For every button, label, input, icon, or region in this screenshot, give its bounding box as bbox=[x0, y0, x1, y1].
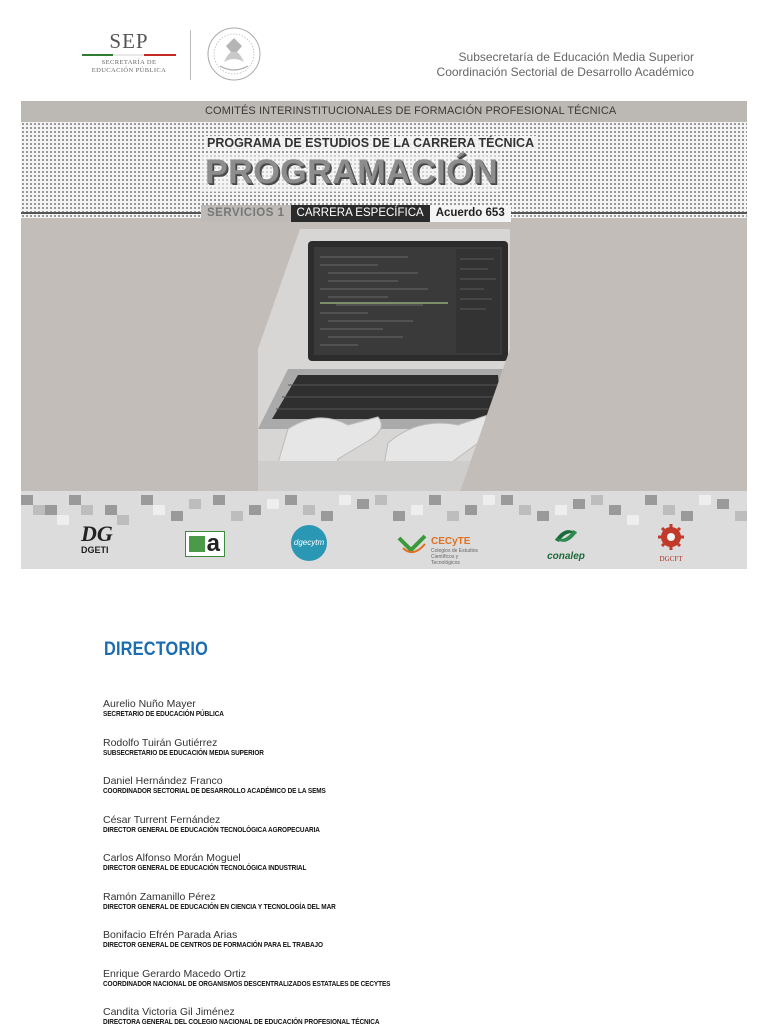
person-role: SECRETARIO DE EDUCACIÓN PÚBLICA bbox=[103, 711, 224, 718]
person-name: Candita Victoria Gil Jiménez bbox=[103, 1006, 235, 1018]
dgcft-label: DGCFT bbox=[659, 555, 683, 563]
sems-office bbox=[437, 50, 694, 80]
directory-entry bbox=[103, 929, 663, 968]
person-name: Carlos Alfonso Morán Moguel bbox=[103, 852, 241, 864]
career-tags bbox=[201, 205, 511, 222]
sep-subtitle-line1: SECRETARÍA DE bbox=[101, 59, 157, 66]
person-role: COORDINADOR NACIONAL DE ORGANISMOS DESCENTRALIZADOS ESTATALES DE CECYTES bbox=[103, 980, 391, 988]
career-title: PROGRAMACIÓN bbox=[201, 153, 502, 192]
directory-entry bbox=[103, 698, 663, 737]
cecyte-swoosh-icon bbox=[397, 534, 427, 556]
sems-line-1: Subsecretaría de Educación Media Superior bbox=[458, 50, 694, 64]
person-role: DIRECTOR GENERAL DE EDUCACIÓN TECNOLÓGICA AGROPECUARIA bbox=[103, 826, 320, 834]
cecyte-label: CECyTE bbox=[431, 536, 471, 547]
person-role: COORDINADOR SECTORIAL DE DESARROLLO ACADÉMICO DE LA SEMS bbox=[103, 788, 326, 795]
dgeti-logo bbox=[81, 523, 121, 555]
committee-title: COMITÉS INTERINSTITUCIONALES DE FORMACIÓN PROFESIONAL TÉCNICA bbox=[205, 105, 617, 117]
person-name: César Turrent Fernández bbox=[103, 813, 221, 826]
directory-entry bbox=[103, 852, 663, 891]
program-label: PROGRAMA DE ESTUDIOS DE LA CARRERA TÉCNICA bbox=[207, 136, 535, 150]
dgecytm-logo bbox=[291, 525, 327, 561]
sep-wordmark: SEP bbox=[109, 29, 149, 53]
pixel-mosaic-band bbox=[21, 491, 747, 569]
dgcft-logo bbox=[653, 524, 689, 563]
directory-entry bbox=[103, 737, 663, 776]
cecyte-sublabel: Colegios de Estudios Científicos y Tecnológicos bbox=[431, 548, 478, 566]
directory-entry bbox=[103, 775, 663, 814]
directory-list bbox=[103, 698, 663, 1024]
person-name: Daniel Hernández Franco bbox=[103, 775, 223, 787]
page-header bbox=[0, 0, 768, 100]
sep-subtitle-line2: EDUCACIÓN PÚBLICA bbox=[91, 67, 167, 74]
tag-agreement: Acuerdo 653 bbox=[430, 205, 511, 222]
person-role: DIRECTORA GENERAL DEL COLEGIO NACIONAL DE EDUCACIÓN PROFESIONAL TÉCNICA bbox=[103, 1019, 380, 1024]
conalep-emblem-icon bbox=[551, 526, 581, 546]
sep-logo bbox=[78, 30, 180, 75]
laptop-hands-illustration bbox=[258, 229, 510, 497]
sems-line-2: Coordinación Sectorial de Desarrollo Académico bbox=[436, 65, 694, 79]
person-name: Ramón Zamanillo Pérez bbox=[103, 890, 216, 903]
national-seal-icon bbox=[204, 26, 264, 82]
person-name: Enrique Gerardo Macedo Ortiz bbox=[103, 967, 246, 980]
dgeti-label: DGETI bbox=[81, 545, 109, 555]
cover-banner bbox=[21, 101, 747, 569]
person-name: Rodolfo Tuirán Gutiérrez bbox=[103, 736, 218, 749]
dgecytm-label: dgecytm bbox=[293, 538, 325, 547]
person-role: DIRECTOR GENERAL DE EDUCACIÓN EN CIENCIA Y TECNOLOGÍA DEL MAR bbox=[103, 903, 336, 911]
conalep-logo bbox=[541, 526, 591, 562]
person-name: Aurelio Nuño Mayer bbox=[103, 698, 196, 710]
dgeta-logo bbox=[185, 531, 225, 557]
directory-title: DIRECTORIO bbox=[104, 639, 209, 660]
header-divider bbox=[190, 30, 191, 80]
directory-entry bbox=[103, 1006, 663, 1024]
person-role: SUBSECRETARIO DE EDUCACIÓN MEDIA SUPERIOR bbox=[103, 749, 264, 757]
dgeta-a-icon: a bbox=[206, 530, 220, 557]
dgcft-gear-icon bbox=[654, 524, 688, 550]
committee-strip bbox=[21, 101, 747, 122]
tag-area: SERVICIOS 1 bbox=[201, 205, 291, 222]
person-role: DIRECTOR GENERAL DE CENTROS DE FORMACIÓN PARA EL TRABAJO bbox=[103, 942, 323, 949]
directory-entry bbox=[103, 814, 663, 853]
dgeti-mark-icon: DG bbox=[81, 521, 113, 546]
cecyte-logo bbox=[397, 532, 487, 566]
tag-type: CARRERA ESPECÍFICA bbox=[291, 205, 430, 222]
person-name: Bonifacio Efrén Parada Arias bbox=[103, 929, 238, 941]
dgeta-leaf-icon bbox=[189, 536, 205, 552]
person-role: DIRECTOR GENERAL DE EDUCACIÓN TECNOLÓGICA INDUSTRIAL bbox=[103, 865, 307, 872]
directory-entry bbox=[103, 891, 663, 930]
conalep-label: conalep bbox=[547, 551, 585, 562]
sep-tricolor-rule bbox=[82, 54, 176, 56]
directory-entry bbox=[103, 968, 663, 1007]
